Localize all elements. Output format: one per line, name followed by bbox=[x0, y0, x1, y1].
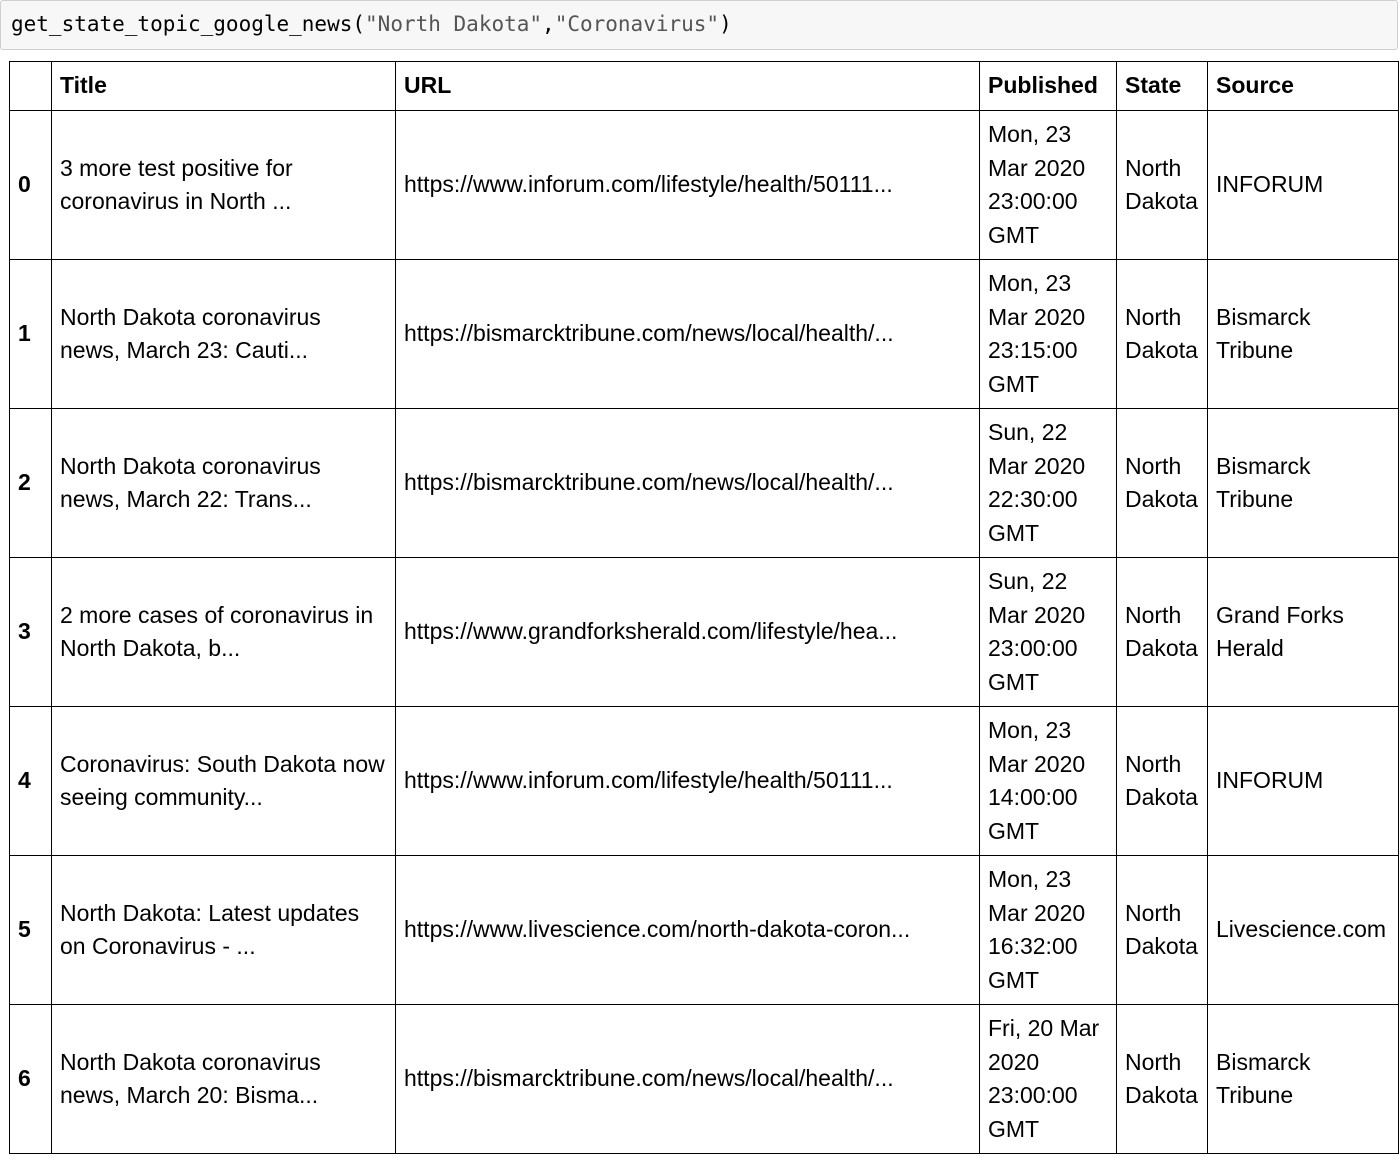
row-index: 1 bbox=[10, 260, 52, 409]
published-cell: Sun, 22 Mar 2020 23:00:00 GMT bbox=[980, 558, 1117, 707]
title-cell: 2 more cases of coronavirus in North Dakota, b... bbox=[52, 558, 396, 707]
header-row bbox=[10, 62, 1399, 111]
state-cell: North Dakota bbox=[1117, 111, 1208, 260]
row-index: 6 bbox=[10, 1005, 52, 1154]
table-row bbox=[10, 111, 1399, 260]
code-line[interactable]: get_state_topic_google_news("North Dakota","Coronavirus") bbox=[11, 12, 732, 36]
published-cell: Mon, 23 Mar 2020 23:15:00 GMT bbox=[980, 260, 1117, 409]
state-cell: North Dakota bbox=[1117, 260, 1208, 409]
published-cell: Mon, 23 Mar 2020 16:32:00 GMT bbox=[980, 856, 1117, 1005]
table-row bbox=[10, 856, 1399, 1005]
table-row bbox=[10, 409, 1399, 558]
title-cell: North Dakota: Latest updates on Coronavirus - ... bbox=[52, 856, 396, 1005]
published-cell: Fri, 20 Mar 2020 23:00:00 GMT bbox=[980, 1005, 1117, 1154]
url-cell: https://www.grandforksherald.com/lifestyle/hea... bbox=[396, 558, 980, 707]
title-cell: Coronavirus: South Dakota now seeing community... bbox=[52, 707, 396, 856]
title-cell: North Dakota coronavirus news, March 20: Bisma... bbox=[52, 1005, 396, 1154]
column-header-source: Source bbox=[1208, 62, 1399, 111]
title-cell: North Dakota coronavirus news, March 23: Cauti... bbox=[52, 260, 396, 409]
table-row bbox=[10, 1005, 1399, 1154]
url-cell: https://bismarcktribune.com/news/local/health/... bbox=[396, 409, 980, 558]
dataframe-output bbox=[9, 61, 1399, 1154]
row-index: 4 bbox=[10, 707, 52, 856]
state-cell: North Dakota bbox=[1117, 707, 1208, 856]
row-index: 5 bbox=[10, 856, 52, 1005]
title-cell: 3 more test positive for coronavirus in North ... bbox=[52, 111, 396, 260]
table-row bbox=[10, 558, 1399, 707]
row-index: 2 bbox=[10, 409, 52, 558]
published-cell: Sun, 22 Mar 2020 22:30:00 GMT bbox=[980, 409, 1117, 558]
function-name: get_state_topic_google_news bbox=[11, 12, 353, 36]
column-header-published: Published bbox=[980, 62, 1117, 111]
published-cell: Mon, 23 Mar 2020 14:00:00 GMT bbox=[980, 707, 1117, 856]
url-cell: https://bismarcktribune.com/news/local/health/... bbox=[396, 260, 980, 409]
state-cell: North Dakota bbox=[1117, 409, 1208, 558]
index-header bbox=[10, 62, 52, 111]
url-cell: https://bismarcktribune.com/news/local/health/... bbox=[396, 1005, 980, 1154]
source-cell: Bismarck Tribune bbox=[1208, 260, 1399, 409]
title-cell: North Dakota coronavirus news, March 22: Trans... bbox=[52, 409, 396, 558]
state-cell: North Dakota bbox=[1117, 1005, 1208, 1154]
code-cell[interactable] bbox=[0, 0, 1398, 50]
table-row bbox=[10, 260, 1399, 409]
column-header-title: Title bbox=[52, 62, 396, 111]
source-cell: INFORUM bbox=[1208, 111, 1399, 260]
url-cell: https://www.inforum.com/lifestyle/health/50111... bbox=[396, 111, 980, 260]
source-cell: Bismarck Tribune bbox=[1208, 1005, 1399, 1154]
row-index: 3 bbox=[10, 558, 52, 707]
argument-topic: "Coronavirus" bbox=[554, 12, 720, 36]
published-cell: Mon, 23 Mar 2020 23:00:00 GMT bbox=[980, 111, 1117, 260]
row-index: 0 bbox=[10, 111, 52, 260]
table-row bbox=[10, 707, 1399, 856]
source-cell: INFORUM bbox=[1208, 707, 1399, 856]
state-cell: North Dakota bbox=[1117, 856, 1208, 1005]
source-cell: Bismarck Tribune bbox=[1208, 409, 1399, 558]
source-cell: Livescience.com bbox=[1208, 856, 1399, 1005]
source-cell: Grand Forks Herald bbox=[1208, 558, 1399, 707]
state-cell: North Dakota bbox=[1117, 558, 1208, 707]
url-cell: https://www.inforum.com/lifestyle/health/50111... bbox=[396, 707, 980, 856]
column-header-url: URL bbox=[396, 62, 980, 111]
url-cell: https://www.livescience.com/north-dakota-coron... bbox=[396, 856, 980, 1005]
argument-state: "North Dakota" bbox=[365, 12, 543, 36]
column-header-state: State bbox=[1117, 62, 1208, 111]
